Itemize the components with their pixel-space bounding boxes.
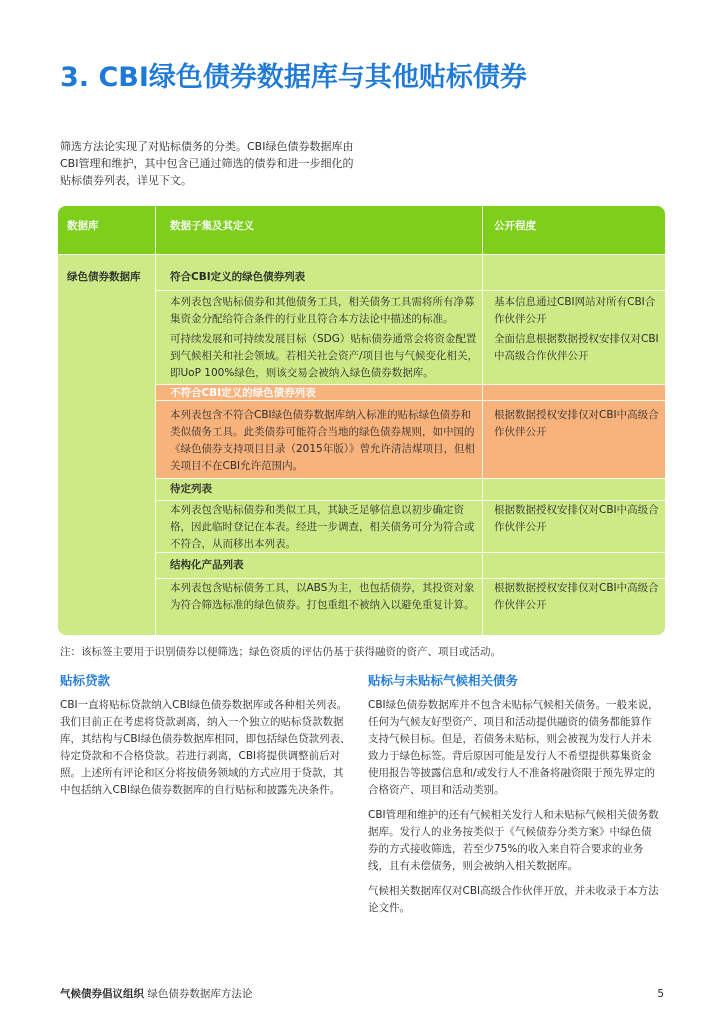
header-subset-definition: 数据子集及其定义 bbox=[170, 220, 254, 232]
climate-debt-paragraph: CBI绿色债券数据库并不包含未贴标气候相关债务。一般来说，任何为气候友好型资产、项目和活动提供融资的债务都能算作支持气候目标。但是，若债务未贴标，则会被视为发行人并未致力于绿色标签。背后原因可能是发行人不希望提供募集资金使用报告等披露信息和/或发行人不准备将融资限于预先界定的合格资产、项目和活动类别。 bbox=[368, 699, 659, 796]
column-divider bbox=[482, 206, 483, 635]
intro-paragraph: 筛选方法论实现了对贴标债务的分类。CBI绿色债券数据库由CBI管理和维护，其中包含已通过筛选的债券和进一步细化的贴标债券列表，详见下文。 bbox=[60, 140, 354, 187]
labelled-loans-text: CBI一直将贴标贷款纳入CBI绿色债券数据库或各种相关列表。我们目前正在考虑将贷款剥离，纳入一个独立的贴标贷款数据库，其结构与CBI绿色债券数据库相同，即包括绿色贷款列表、待定贷款和不合格贷款。若进行剥离，CBI将提供调整前后对照。上述所有评论和区分将按债务领域的方式应用于贷款，其中包括纳入CBI绿色债券数据库的自行贴标和披露先决条件。 bbox=[60, 699, 351, 796]
table-header bbox=[58, 206, 665, 254]
disclosure-text: 根据数据授权安排仅对CBI中高级合作伙伴公开 bbox=[494, 582, 659, 611]
footer-document-title: 绿色债券数据库方法论 bbox=[147, 988, 253, 1000]
table-note: 注：该标签主要用于识别债券以便筛选；绿色资质的评估仍基于获得融资的资产、项目或活动。 bbox=[60, 646, 501, 658]
subset-title: 符合CBI定义的绿色债券列表 bbox=[170, 271, 306, 283]
row-divider bbox=[155, 478, 665, 479]
header-disclosure-level: 公开程度 bbox=[494, 220, 536, 232]
climate-debt-heading: 贴标与未贴标气候相关债务 bbox=[368, 673, 519, 688]
subset-definition: 本列表包含贴标债务工具，以ABS为主，也包括债券，其投资对象为符合筛选标准的绿色债券。打包重组不被纳入以避免重复计算。 bbox=[170, 582, 475, 611]
disclosure-text: 根据数据授权安排仅对CBI中高级合作伙伴公开 bbox=[494, 504, 659, 533]
subset-definition: 可持续发展和可持续发展目标（SDG）贴标债券通常会将资金配置到气候相关和社会领域。若相关社会资产/项目也与气候变化相关，即UoP 100%绿色，则该交易会被纳入绿色债券数据库。 bbox=[170, 333, 479, 379]
climate-debt-paragraph: 气候相关数据库仅对CBI高级合作伙伴开放，并未收录于本方法论文件。 bbox=[368, 885, 659, 914]
page-footer bbox=[60, 986, 252, 1002]
disclosure-text: 全面信息根据数据授权安排仅对CBI中高级合作伙伴公开 bbox=[494, 333, 659, 362]
disclosure-text: 基本信息通过CBI网站对所有CBI合作伙伴公开 bbox=[494, 296, 656, 325]
row-divider bbox=[155, 290, 665, 291]
disclosure-text: 根据数据授权安排仅对CBI中高级合作伙伴公开 bbox=[494, 409, 659, 438]
climate-debt-paragraph: CBI管理和维护的还有气候相关发行人和未贴标气候相关债务数据库。发行人的业务按类似于《气候债券分类方案》中绿色债券的方式接收筛选，若至少75%的收入来自符合要求的业务线，且有未偿债务，则会被纳入相关数据库。 bbox=[368, 809, 659, 872]
row-divider bbox=[58, 254, 665, 255]
header-database: 数据库 bbox=[67, 220, 99, 232]
column-divider bbox=[155, 206, 156, 635]
subset-definition: 本列表包含不符合CBI绿色债券数据库纳入标准的贴标绿色债券和类似债务工具。此类债券可能符合当地的绿色债券规则，如中国的《绿色债券支持项目目录（2015年版）》曾允许清洁煤项目，但相关项目不在CBI允许范围内。 bbox=[170, 409, 475, 472]
subset-definition: 本列表包含贴标债券和类似工具，其缺乏足够信息以初步确定资格，因此临时登记在本表。经进一步调查，相关债务可分为符合或不符合，从而移出本列表。 bbox=[170, 504, 475, 550]
subset-definition: 本列表包含贴标债券和其他债务工具，相关债务工具需将所有净募集资金分配给符合条件的行业且符合本方法论中描述的标准。 bbox=[170, 296, 475, 325]
labelled-loans-heading: 贴标贷款 bbox=[60, 673, 111, 688]
subset-title: 结构化产品列表 bbox=[170, 559, 244, 571]
page-number: 5 bbox=[657, 988, 664, 1000]
climate-debt-text bbox=[368, 697, 661, 917]
subset-title: 不符合CBI定义的绿色债券列表 bbox=[170, 387, 316, 399]
row-divider bbox=[155, 500, 665, 501]
database-name: 绿色债券数据库 bbox=[67, 271, 141, 283]
footer-organization: 气候债券倡议组织 bbox=[60, 988, 144, 1000]
section-title: 3. CBI绿色债券数据库与其他贴标债券 bbox=[60, 62, 527, 93]
subset-title: 待定列表 bbox=[170, 483, 212, 495]
database-table bbox=[58, 206, 665, 635]
row-divider bbox=[155, 578, 665, 579]
